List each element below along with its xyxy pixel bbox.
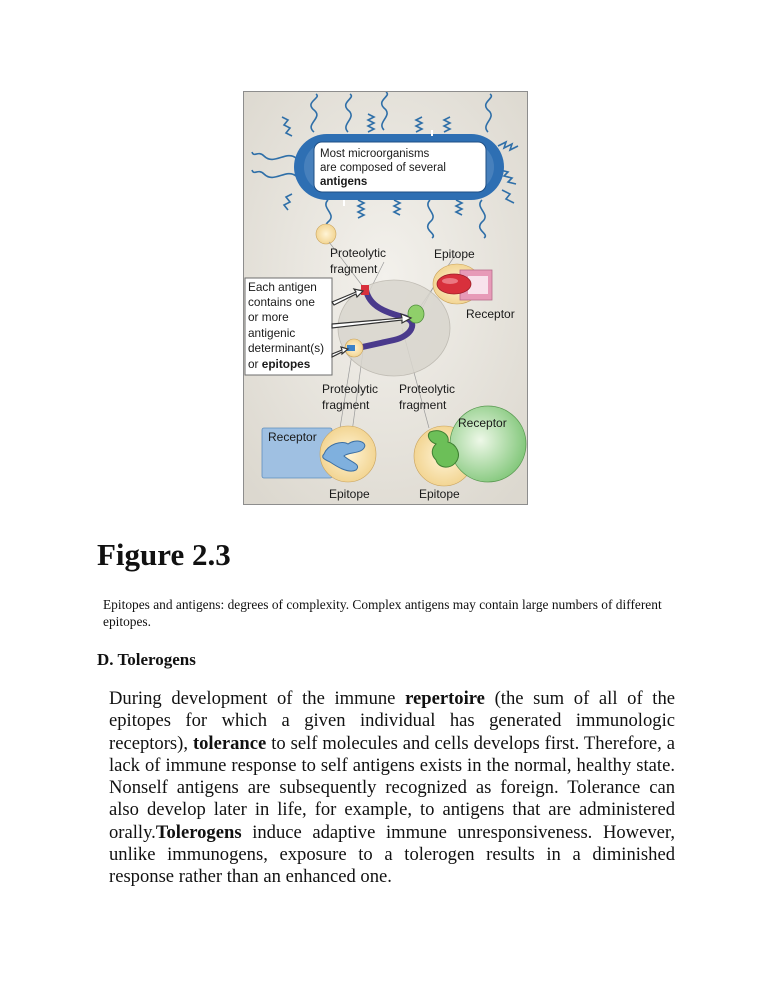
body-text-run: (the sum of all of the epitopes for which a given individual has generated immunologic receptors), <box>109 688 675 754</box>
epitope-antigen-diagram <box>244 92 527 504</box>
callout-line6 <box>248 357 311 371</box>
callout-line6-bold: epitopes <box>261 357 311 371</box>
figure-caption: Epitopes and antigens: degrees of complexity. Complex antigens may contain large numbers of different epitopes. <box>103 597 662 629</box>
microorganism-text-line1: Most microorganisms <box>320 148 430 160</box>
section-heading: D. Tolerogens <box>97 650 196 669</box>
callout-line1: Each antigen <box>248 280 317 294</box>
label-receptor-bottom-right: Receptor <box>458 416 507 430</box>
callout-line5: determinant(s) <box>248 341 325 355</box>
svg-text:are composed of several <box>320 162 446 174</box>
microorganism-text-line2: are composed of several <box>320 162 446 174</box>
term-repertoire: repertoire <box>405 688 485 709</box>
microorganism-text-line3: antigens <box>320 176 368 188</box>
label-proteolytic-fragment-right-1: Proteolytic <box>399 382 456 396</box>
figure-title: Figure 2.3 <box>97 537 231 572</box>
label-proteolytic-fragment-top-1: Proteolytic <box>330 246 387 260</box>
body-text-run: During development of the immune <box>109 688 406 709</box>
svg-text:Most microorganisms <box>320 148 430 160</box>
body-paragraph <box>109 688 675 889</box>
epitope-marker-blue <box>347 345 355 351</box>
epitope-marker-green <box>408 305 424 323</box>
epitope-marker-red <box>361 285 369 295</box>
label-proteolytic-fragment-right-2: fragment <box>399 398 447 412</box>
label-receptor-bottom-left: Receptor <box>268 430 317 444</box>
body-text-run: induce adaptive immune unresponsiveness. However, unlike immunogens, exposure to a tolerogen results in a diminished response rather than an enhanced one. <box>109 821 675 888</box>
term-tolerance: tolerance <box>192 732 267 754</box>
callout-line3: or more <box>248 310 289 324</box>
term-tolerogens: Tolerogens <box>155 821 242 843</box>
fragment-small-top <box>316 224 336 244</box>
label-epitope-bottom-right: Epitope <box>419 487 460 501</box>
label-receptor-right: Receptor <box>466 307 515 321</box>
callout-line4: antigenic <box>248 326 296 340</box>
label-epitope-top: Epitope <box>434 247 475 261</box>
label-proteolytic-fragment-left-1: Proteolytic <box>322 382 379 396</box>
label-epitope-bottom-left: Epitope <box>329 487 370 501</box>
svg-text:antigens <box>320 176 367 188</box>
callout-line6-prefix: or <box>248 357 262 371</box>
body-text-run: to self molecules and cells develops first. Therefore, a lack of immune response to self antigens exists in the normal, healthy state. Nonself antigens are subsequently recognized as foreign. Tolerance can also develop later in life, for example, to antigens that are administered orally. <box>109 732 675 843</box>
label-proteolytic-fragment-top-2: fragment <box>330 262 378 276</box>
callout-line2: contains one <box>248 295 315 309</box>
epitope-red <box>437 274 471 294</box>
label-proteolytic-fragment-left-2: fragment <box>322 398 370 412</box>
figure-2-3-illustration <box>243 91 528 505</box>
